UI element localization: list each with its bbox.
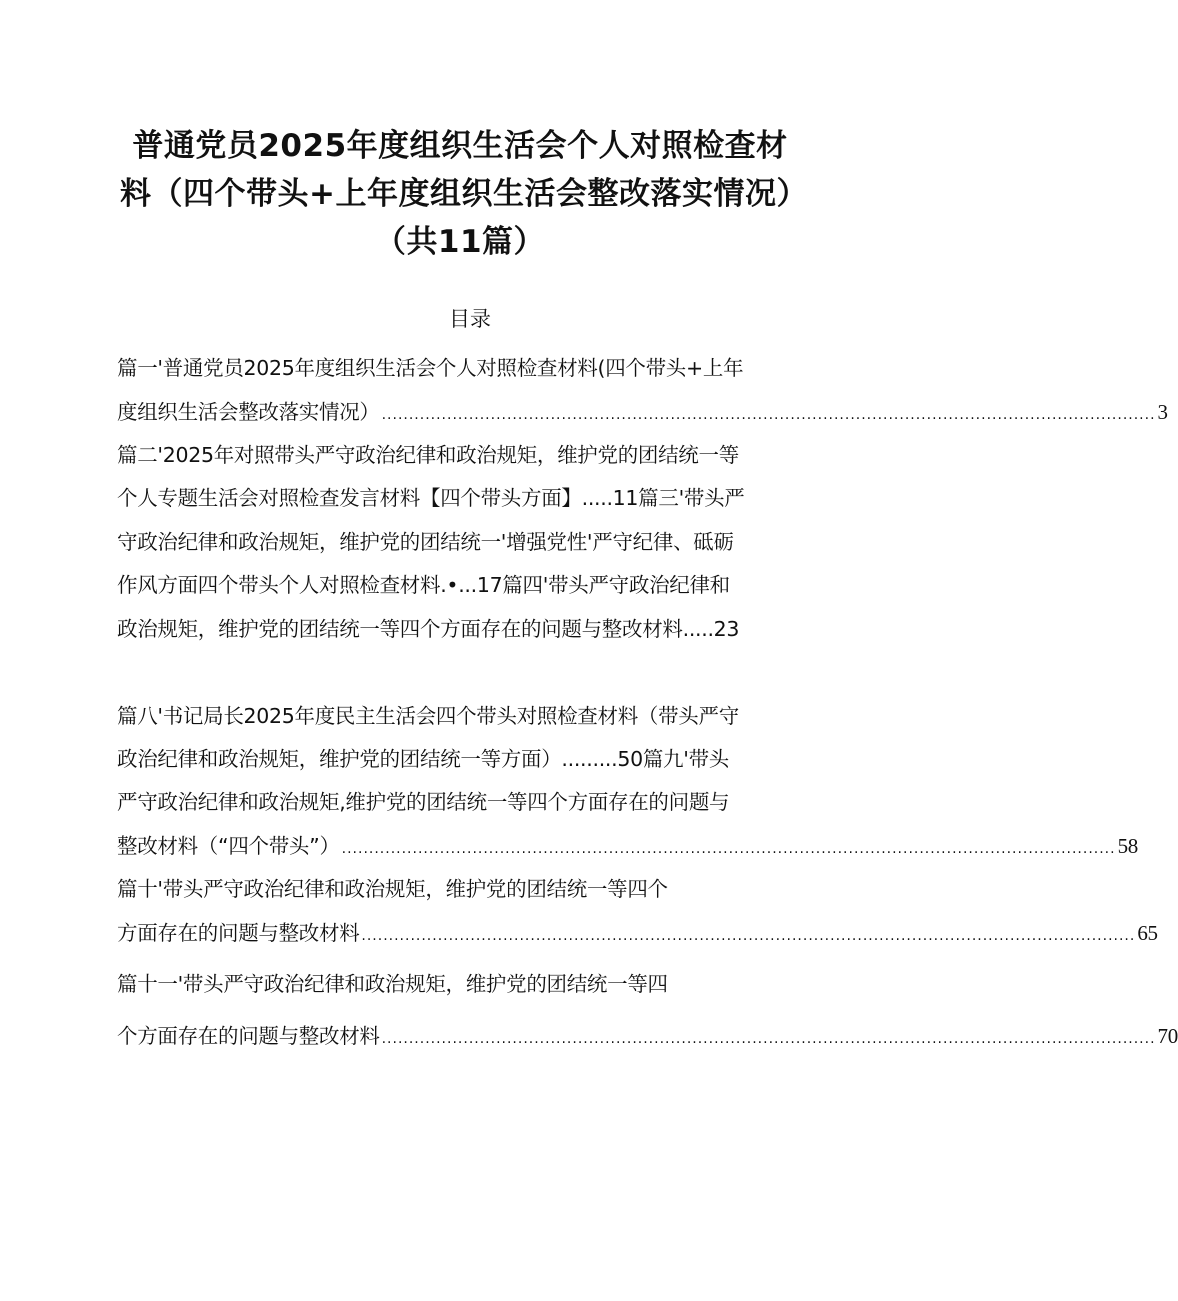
document-title-line-3: （共11篇） bbox=[374, 224, 546, 260]
toc-line: 篇八'书记局长2025年度民主生活会四个带头对照检查材料（带头严守 bbox=[117, 704, 739, 728]
document-title-line-2: 料（四个带头+上年度组织生活会整改落实情况） bbox=[120, 176, 808, 212]
toc-entry-10-line[interactable] bbox=[117, 917, 1158, 952]
toc-entry-text: 方面存在的问题与整改材料 bbox=[117, 921, 360, 945]
toc-heading: 目录 bbox=[449, 307, 491, 331]
toc-page-number: 70 bbox=[1157, 1024, 1178, 1048]
toc-leader-dots: .............................................................................................................................................. bbox=[381, 407, 1156, 423]
toc-page-number: 3 bbox=[1157, 400, 1168, 424]
toc-line: 政治纪律和政治规矩，维护党的团结统一等方面）.........50篇九'带头 bbox=[117, 747, 729, 771]
toc-line: 严守政治纪律和政治规矩,维护党的团结统一等四个方面存在的问题与 bbox=[117, 790, 730, 814]
toc-leader-dots: .............................................................................................................................................. bbox=[341, 841, 1116, 857]
toc-entry-text: 度组织生活会整改落实情况） bbox=[117, 400, 380, 424]
toc-line: 篇十一'带头严守政治纪律和政治规矩，维护党的团结统一等四 bbox=[117, 972, 668, 996]
toc-line: 篇十'带头严守政治纪律和政治规矩，维护党的团结统一等四个 bbox=[117, 877, 668, 901]
toc-entry-1-line[interactable] bbox=[117, 396, 1168, 431]
toc-line: 守政治纪律和政治规矩，维护党的团结统一'增强党性'严守纪律、砥砺 bbox=[117, 530, 734, 554]
toc-line: 篇二'2025年对照带头严守政治纪律和政治规矩，维护党的团结统一等 bbox=[117, 443, 739, 467]
toc-entry-11-line[interactable] bbox=[117, 1020, 1178, 1055]
toc-line: 作风方面四个带头个人对照检查材料.•...17篇四'带头严守政治纪律和 bbox=[117, 573, 730, 597]
toc-leader-dots: .............................................................................................................................................. bbox=[361, 928, 1136, 944]
toc-page-number: 65 bbox=[1137, 921, 1158, 945]
toc-page-number: 58 bbox=[1117, 834, 1138, 858]
toc-entry-text: 个方面存在的问题与整改材料 bbox=[117, 1024, 380, 1048]
toc-entry-9-line[interactable] bbox=[117, 830, 1138, 865]
toc-line: 政治规矩，维护党的团结统一等四个方面存在的问题与整改材料.....23 bbox=[117, 617, 740, 641]
toc-line: 篇一'普通党员2025年度组织生活会个人对照检查材料(四个带头+上年 bbox=[117, 356, 744, 380]
toc-entry-text: 整改材料（“四个带头”） bbox=[117, 834, 340, 858]
toc-leader-dots: .............................................................................................................................................. bbox=[381, 1031, 1156, 1047]
document-title-line-1: 普通党员2025年度组织生活会个人对照检查材 bbox=[132, 128, 788, 164]
toc-line: 个人专题生活会对照检查发言材料【四个带头方面】.....11篇三'带头严 bbox=[117, 486, 745, 510]
